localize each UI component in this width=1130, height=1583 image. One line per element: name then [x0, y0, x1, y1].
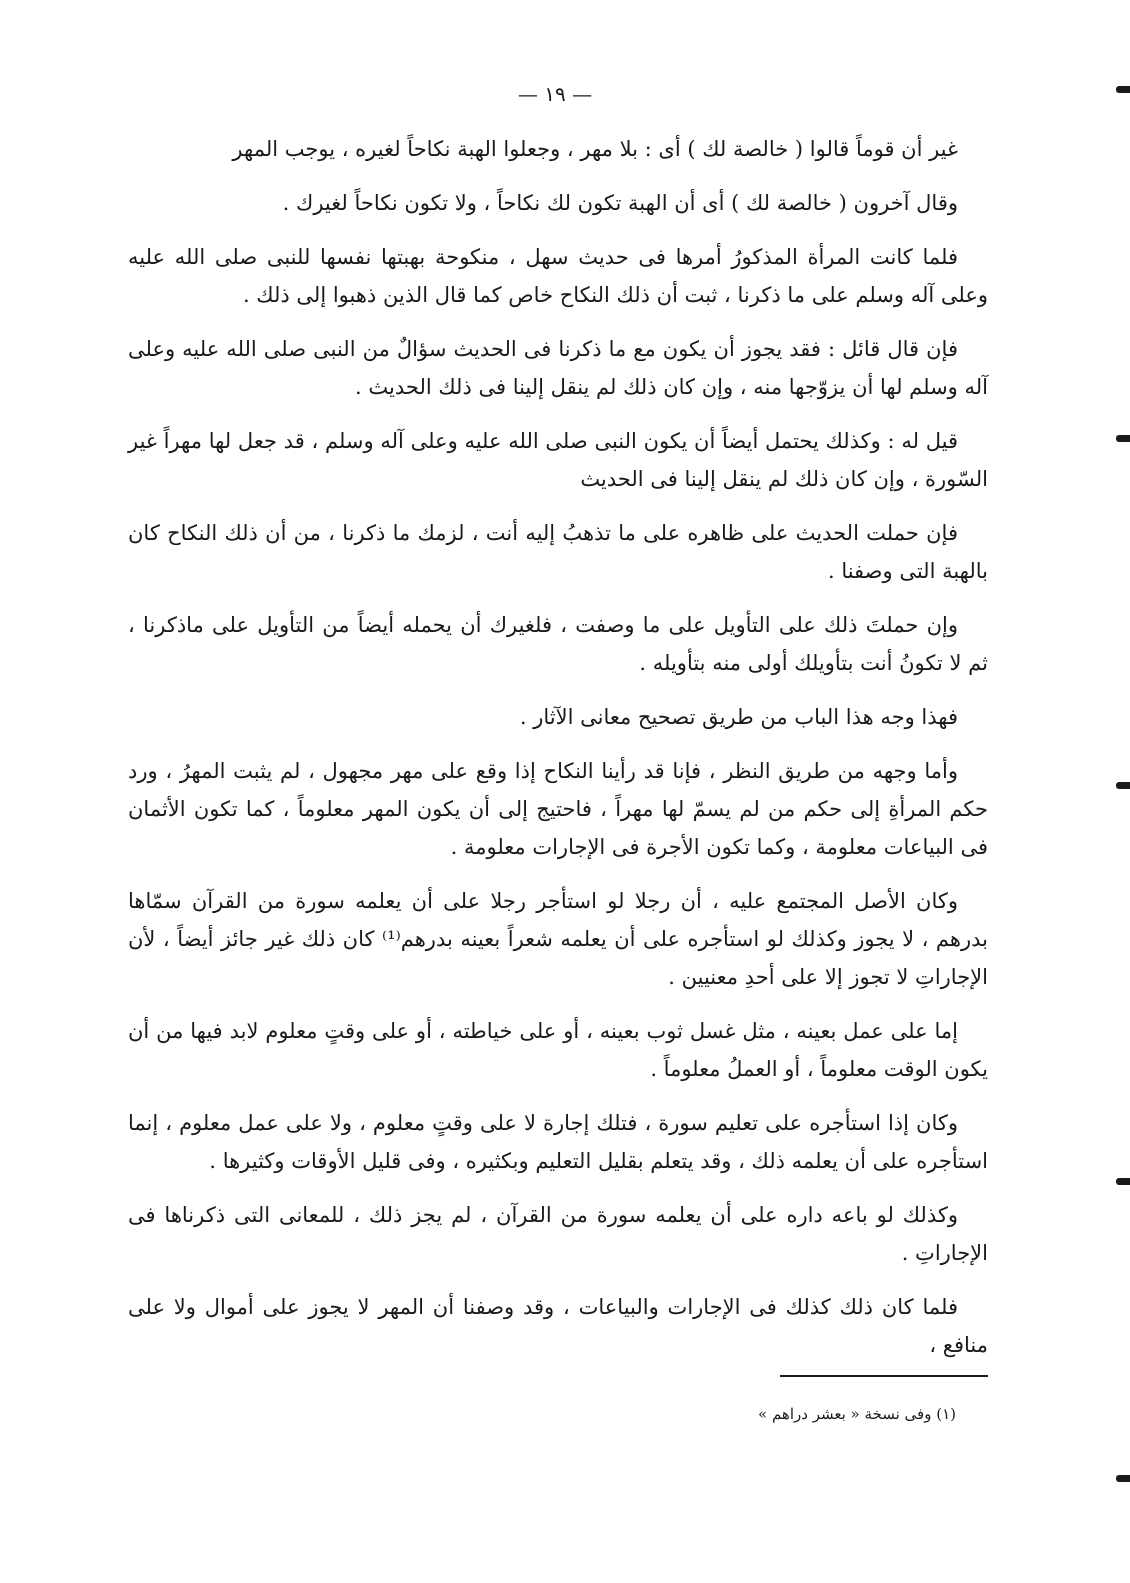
body-text — [128, 130, 988, 1380]
paragraph: فإن قال قائل : فقد يجوز أن يكون مع ما ذكرنا فى الحديث سؤالٌ من النبى صلى الله عليه وعلى آله وسلم لها أن يزوّجها منه ، وإن كان ذلك لم ينقل إلينا فى ذلك الحديث . — [128, 337, 988, 399]
paragraph: فلما كان ذلك كذلك فى الإجارات والبياعات ، وقد وصفنا أن المهر لا يجوز على أموال ولا على منافع ، — [128, 1295, 988, 1357]
footnote: (١) وفى نسخة « بعشر دراهم » — [758, 1405, 956, 1423]
paragraph: فإن حملت الحديث على ظاهره على ما تذهبُ إليه أنت ، لزمك ما ذكرنا ، من أن ذلك النكاح كان بالهبة التى وصفنا . — [128, 521, 988, 583]
paragraph: وكان الأصل المجتمع عليه ، أن رجلا لو استأجر رجلا على أن يعلمه سورة من القرآن سمّاها بدرهم ، لا يجوز وكذلك لو استأجره على أن يعلمه شعراً بعينه بدرهم⁽¹⁾ كان ذلك غير جائز أيضاً ، لأن الإجاراتِ لا تجوز إلا على أحدِ معنيين . — [128, 889, 988, 989]
paragraph: وإن حملتَ ذلك على التأويل على ما وصفت ، فلغيرك أن يحمله أيضاً من التأويل على ماذكرنا ، ثم لا تكونُ أنت بتأويلك أولى منه بتأويله . — [128, 613, 988, 675]
scan-edge-mark — [1116, 435, 1130, 442]
page-number: — ١٩ — — [517, 82, 593, 106]
paragraph: فهذا وجه هذا الباب من طريق تصحيح معانى الآثار . — [519, 705, 958, 729]
paragraph: إما على عمل بعينه ، مثل غسل ثوب بعينه ، أو على خياطته ، أو على وقتٍ معلوم لابد فيها من أن يكون الوقت معلوماً ، أو العملُ معلوماً . — [128, 1019, 988, 1081]
paragraph: وكذلك لو باعه داره على أن يعلمه سورة من القرآن ، لم يجز ذلك ، للمعانى التى ذكرناها فى الإجاراتِ . — [128, 1203, 988, 1265]
paragraph: قيل له : وكذلك يحتمل أيضاً أن يكون النبى صلى الله عليه وعلى آله وسلم ، قد جعل لها مهراً غير السّورة ، وإن كان ذلك لم ينقل إلينا فى الحديث — [128, 429, 988, 491]
paragraph: فلما كانت المرأة المذكورُ أمرها فى حديث سهل ، منكوحة بهبتها نفسها للنبى صلى الله عليه وعلى آله وسلم على ما ذكرنا ، ثبت أن ذلك النكاح خاص كما قال الذين ذهبوا إلى ذلك . — [128, 245, 988, 307]
paragraph: وقال آخرون ( خالصة لك ) أى أن الهبة تكون لك نكاحاً ، ولا تكون نكاحاً لغيرك . — [282, 191, 958, 215]
paragraph: وأما وجهه من طريق النظر ، فإنا قد رأينا النكاح إذا وقع على مهر مجهول ، لم يثبت المهرُ ، ورد حكم المرأةِ إلى حكم من لم يسمّ لها مهراً ، فاحتيج إلى أن يكون المهر معلوماً ، كما تكون الأثمان فى البياعات معلومة ، وكما تكون الأجرة فى الإجارات معلومة . — [128, 759, 988, 859]
scan-edge-mark — [1116, 1475, 1130, 1482]
scan-edge-mark — [1116, 782, 1130, 789]
scan-edge-mark — [1116, 1178, 1130, 1185]
scan-edge-mark — [1116, 86, 1130, 93]
footnote-divider — [780, 1375, 988, 1377]
paragraph: وكان إذا استأجره على تعليم سورة ، فتلك إجارة لا على وقتٍ معلوم ، ولا على عمل معلوم ، إنما استأجره على أن يعلمه ذلك ، وقد يتعلم بقليل التعليم وبكثيره ، وفى قليل الأوقات وكثيرها . — [128, 1111, 988, 1173]
paragraph: غير أن قوماً قالوا ( خالصة لك ) أى : بلا مهر ، وجعلوا الهبة نكاحاً لغيره ، يوجب المهر — [232, 137, 958, 161]
